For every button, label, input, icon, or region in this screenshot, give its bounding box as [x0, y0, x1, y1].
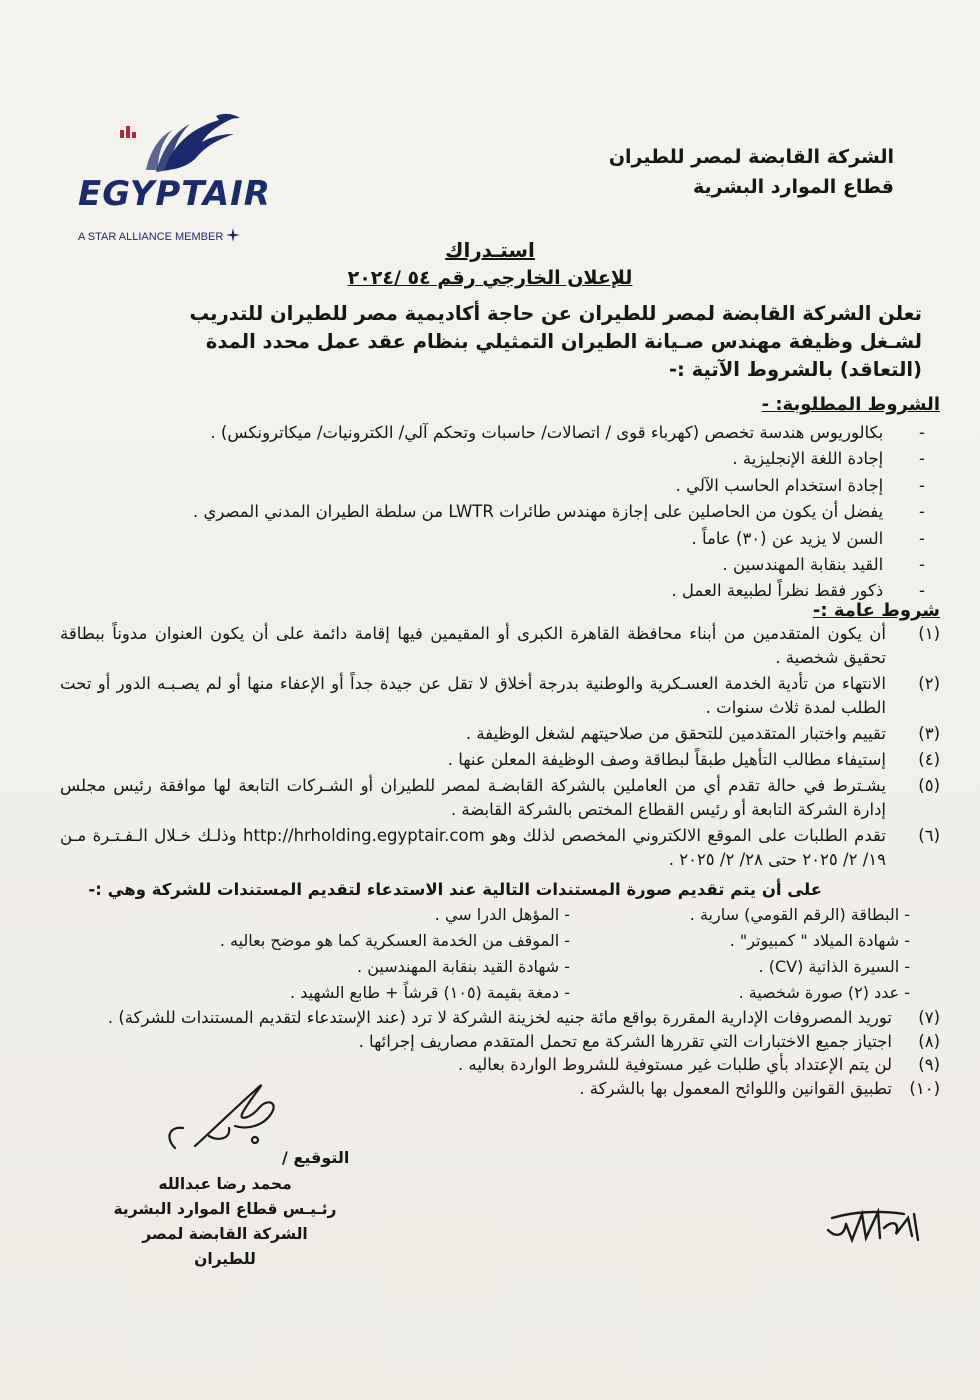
list-item: (٧) توريد المصروفات الإدارية المقررة بواقع مائة جنيه لخزينة الشركة لا ترد (عند الإستدعاء لتقديم المستندات للشركة) .: [107, 1008, 940, 1027]
horus-falcon-icon: [116, 112, 246, 176]
list-item: (٨) اجتياز جميع الاختبارات التي تقررها الشركة مع تحمل المتقدم مصاريف إجرائها .: [358, 1031, 940, 1051]
signatory-block: [110, 1172, 340, 1272]
list-item: (٣) تقييم واختبار المتقدمين للتحقق من صلاحيتهم لشغل الوظيفة .: [465, 724, 940, 743]
egyptair-logo: [78, 112, 278, 247]
documents-heading: على أن يتم تقديم صورة المستندات التالية عند الاستدعاء لتقديم المستندات للشركة وهي :-: [88, 880, 822, 899]
documents-row: - البطاقة (الرقم القومي) سارية . - المؤهل الدرا سي .: [434, 905, 910, 924]
documents-row: - شهادة الميلاد " كمبيوتر" . - الموقف من الخدمة العسكرية كما هو موضح بعاليه .: [219, 931, 910, 950]
signature-label: التوقيع /: [282, 1148, 350, 1167]
list-item: - بكالوريوس هندسة تخصص (كهرباء قوى / اتصالات/ حاسبات وتحكم آلي/ الكترونيات/ ميكاترونكس) .: [210, 423, 925, 442]
documents-grid: [219, 902, 910, 1006]
sector-name: قطاع الموارد البشرية: [692, 176, 894, 198]
intro-line: تعلن الشركة القابضة لمصر للطيران عن حاجة أكاديمية مصر للطيران للتدريب: [189, 302, 922, 325]
intro-line: (التعاقد) بالشروط الآتية :-: [668, 358, 922, 381]
logo-member-text: A STAR ALLIANCE MEMBER: [78, 228, 278, 243]
general-heading: شروط عامة :-: [812, 600, 940, 621]
requirements-list: [105, 420, 925, 605]
intro-paragraph: [132, 300, 922, 384]
requirements-heading: الشروط المطلوبة: -: [761, 394, 940, 415]
list-item: (١) أن يكون المتقدمين من أبناء محافظة القاهرة الكبرى أو المقيمين فيها إقامة دائمة على أن يكون العنوان مدوناً ببطاقة تحقيق شخصية .: [60, 624, 940, 667]
title-block: [260, 236, 720, 292]
list-item: - إجادة اللغة الإنجليزية .: [732, 449, 925, 469]
documents-row: - عدد (٢) صورة شخصية . - دمغة بقيمة (١٠٥) قرشاً + طابع الشهيد .: [290, 983, 910, 1002]
signatory-name: محمد رضا عبدالله: [158, 1175, 292, 1193]
list-item: (٤) إستيفاء مطالب التأهيل طبقاً لبطاقة وصف الوظيفة المعلن عنها .: [447, 750, 940, 769]
list-item: - إجادة استخدام الحاسب الآلي .: [675, 475, 925, 495]
list-item: (١٠) تطبيق القوانين واللوائح المعمول بها بالشركة .: [579, 1078, 940, 1098]
general-list: [60, 622, 940, 874]
title-announcement: للإعلان الخارجي رقم ٥٤ /٢٠٢٤: [347, 267, 633, 289]
list-item: (٥) يشـترط في حالة تقدم أي من العاملين بالشركة القابضـة لمصر للطيران أو الشـركات التابعة لها موافقة رئيس مجلس إدارة الشركة التابعة أو رئيس القطاع المختص بالشركة القابضة .: [60, 776, 940, 819]
logo-wordmark: EGYPTAIR: [78, 174, 271, 214]
signatory-company: الشركة القابضة لمصر للطيران: [142, 1225, 308, 1268]
list-item: (٩) لن يتم الإعتداد بأي طلبات غير مستوفية للشروط الواردة بعاليه .: [457, 1055, 940, 1074]
signatory-role: رئـيـس قطاع الموارد البشرية: [113, 1200, 337, 1218]
list-item: - السن لا يزيد عن (٣٠) عاماً .: [691, 528, 925, 548]
list-item: (٢) الانتهاء من تأدية الخدمة العسـكرية والوطنية بدرجة أخلاق لا تقل عن جيدة جداً أو الإعفاء منها أو لم يصـبـه الدور أو تحت الطلب لمدة ثلاث سنوات .: [60, 674, 940, 717]
list-item: - يفضل أن يكون من الحاصلين على إجازة مهندس طائرات LWTR من سلطة الطيران المدني المصري .: [192, 502, 925, 522]
intro-line: لشـغل وظيفة مهندس صـيانة الطيران التمثيلي بنظام عقد عمل محدد المدة: [205, 330, 922, 353]
company-header: [609, 142, 894, 202]
list-item: - القيد بنقابة المهندسين .: [722, 555, 925, 575]
star-alliance-icon: [226, 228, 240, 242]
handwritten-initials: [822, 1200, 932, 1250]
company-name: الشركة القابضة لمصر للطيران: [608, 146, 894, 168]
list-item: (٦) تقدم الطلبات على الموقع الالكتروني المخصص لذلك وهو http://hrholding.egyptair.com وذلـك خـلال الـفـتـرة مـن ١٩/ ٢/ ٢٠٢٥ حتى ٢٨/ ٢/ ٢٠٢٥ .: [60, 826, 940, 869]
documents-row: - السيرة الذاتية (CV) . - شهادة القيد بنقابة المهندسين .: [357, 957, 910, 976]
title-addendum: استـدراك: [445, 238, 535, 262]
list-item: - ذكور فقط نظراً لطبيعة العمل .: [671, 581, 925, 601]
